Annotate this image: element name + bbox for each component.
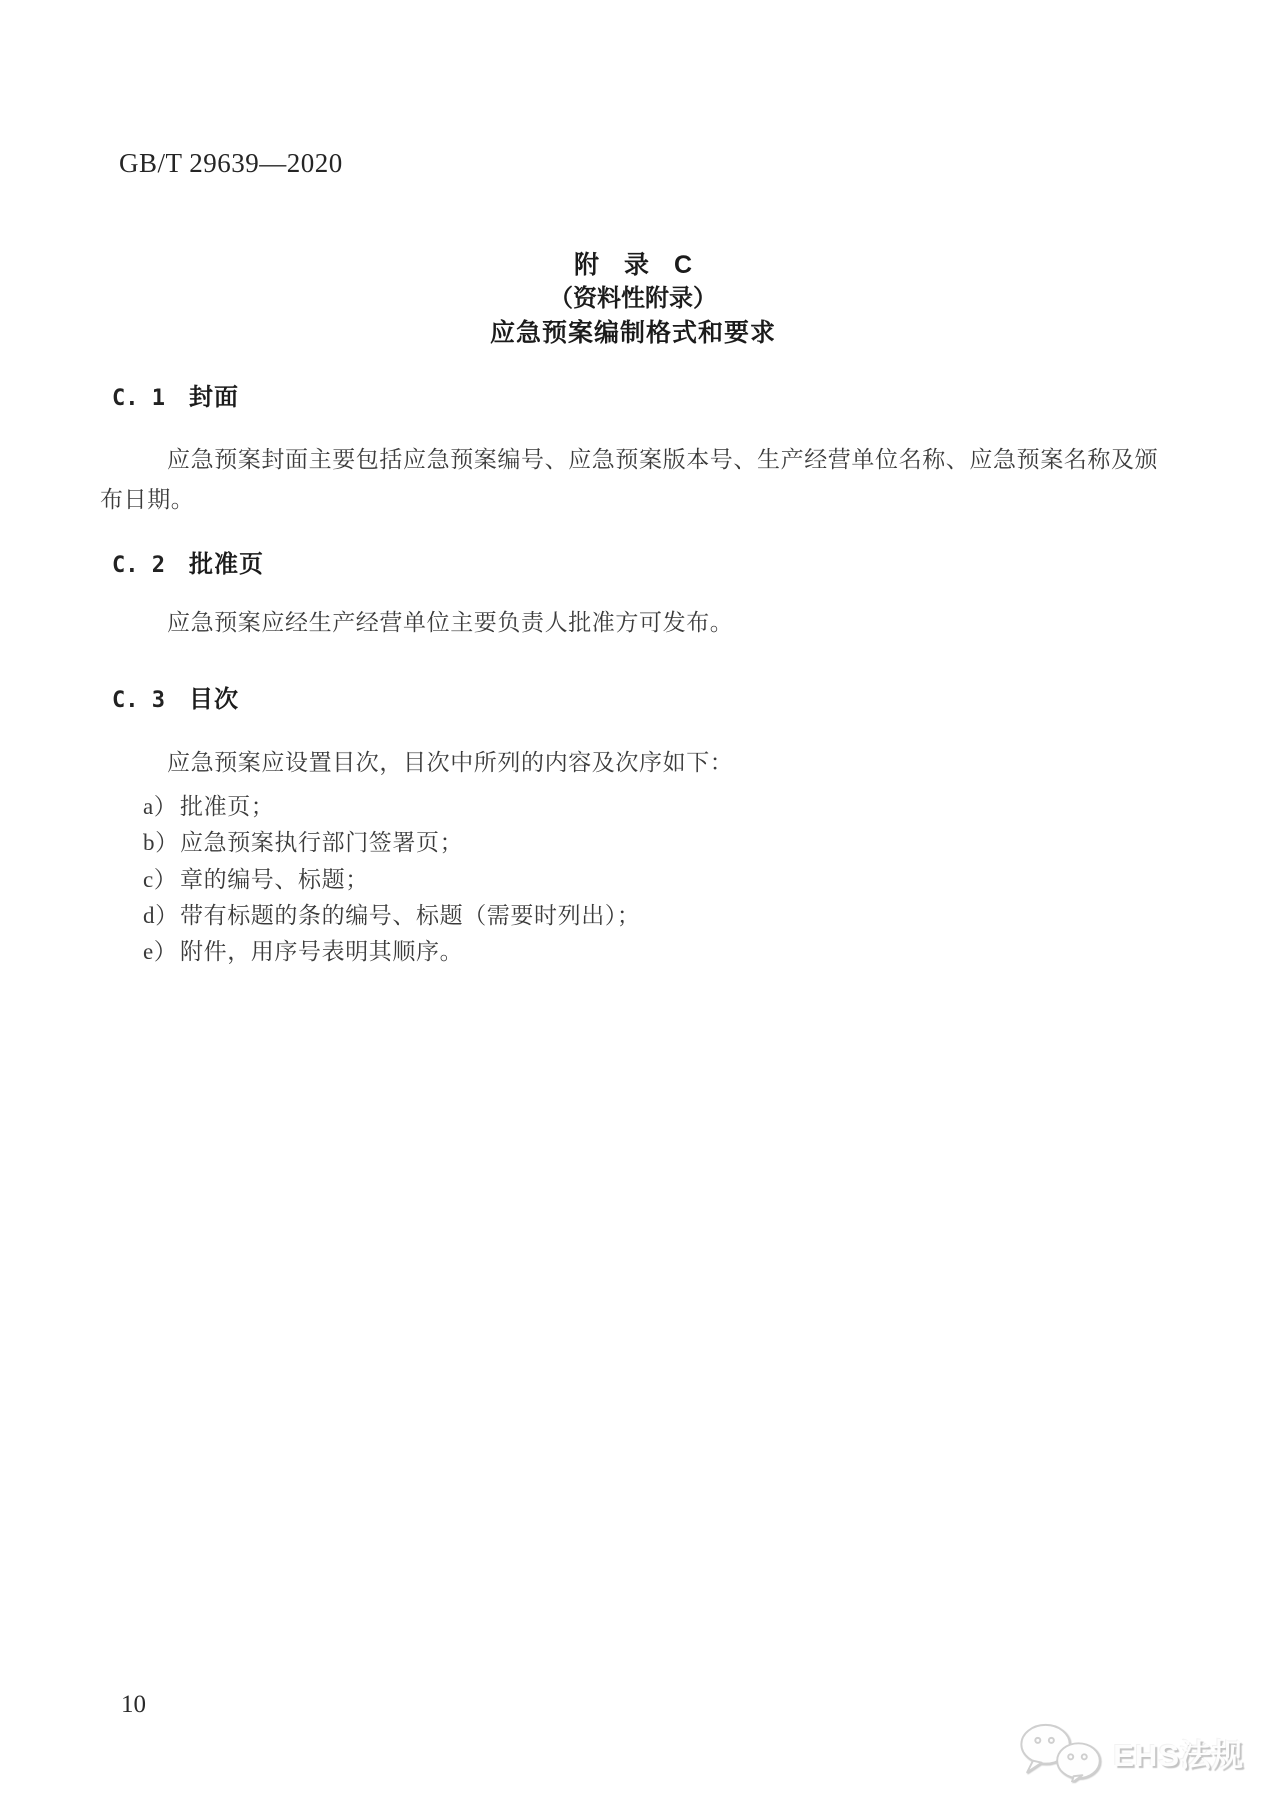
appendix-heading: 应急预案编制格式和要求 [489, 319, 776, 347]
watermark [1017, 1722, 1244, 1782]
page-number: 10 [121, 1691, 146, 1718]
appendix-subtitle: （资料性附录） [549, 285, 717, 312]
wechat-icon [1017, 1722, 1107, 1782]
section-number: C. 3 [112, 688, 165, 713]
list-item-label: c） [143, 866, 178, 892]
list-item-text: 批准页； [180, 794, 275, 819]
standard-number: GB/T 29639—2020 [119, 148, 343, 178]
list-item-text: 章的编号、标题； [180, 866, 369, 892]
section-number: C. 2 [112, 553, 165, 578]
section-title: 封面 [188, 384, 239, 411]
section-paragraph-c1: 应急预案封面主要包括应急预案编号、应急预案版本号、生产经营单位名称、应急预案名称及颁布日期。 [100, 447, 1159, 512]
list-item [143, 825, 641, 861]
list-item-label: d） [143, 902, 179, 928]
section-paragraph-c3: 应急预案应设置目次，目次中所列的内容及次序如下： [167, 750, 734, 775]
appendix-title: 附 录 C [573, 251, 693, 279]
list-item-label: b） [143, 830, 179, 856]
list-item [143, 862, 641, 898]
watermark-label: EHS法规 [1113, 1737, 1244, 1773]
list-item-text: 附件，用序号表明其顺序。 [180, 939, 464, 965]
list-item-text: 带有标题的条的编号、标题（需要时列出）； [180, 902, 641, 928]
list-item-text: 应急预案执行部门签署页； [180, 830, 464, 856]
list-item [143, 934, 641, 970]
section-heading-c1 [112, 383, 239, 416]
section-paragraph-c2: 应急预案应经生产经营单位主要负责人批准方可发布。 [167, 610, 734, 635]
list-item [143, 898, 641, 934]
list-item-label: a） [143, 794, 178, 819]
list-item-label: e） [143, 939, 178, 965]
list-item [143, 789, 641, 825]
section-title: 批准页 [188, 551, 264, 578]
appendix-title-block [0, 248, 1266, 350]
section-heading-c2 [112, 550, 264, 583]
section-title: 目次 [188, 686, 239, 713]
section-heading-c3 [112, 685, 239, 718]
toc-item-list [143, 789, 641, 970]
section-number: C. 1 [112, 386, 165, 411]
